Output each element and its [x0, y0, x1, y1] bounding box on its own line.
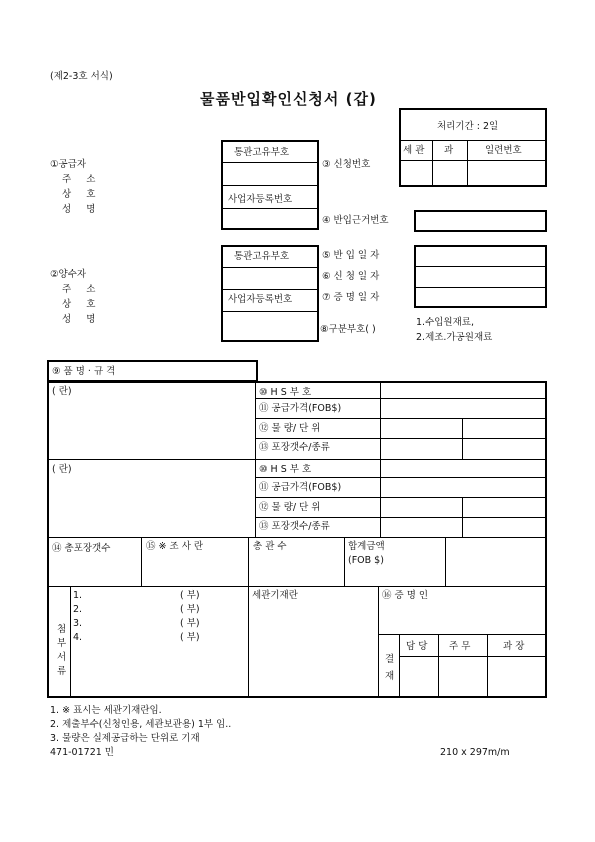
section-chief-label: 과 장 — [503, 641, 525, 652]
note-1: 1. ※ 표시는 세관기재란임. — [50, 705, 162, 716]
date-in-label: ⑤ 반 입 일 자 — [322, 250, 380, 261]
receiver-customs-code-label: 통관고유부호 — [234, 251, 290, 262]
supplier-biz-reg-label: 사업자등록번호 — [228, 194, 293, 205]
supply-price-label-1: ⑪ 공급가격(FOB$) — [259, 403, 342, 414]
form-title: 물품반입확인신청서 (갑) — [200, 90, 377, 108]
form-number: (제2-3호 서식) — [50, 71, 113, 82]
note-2: 2. 제출부수(신청인용, 세관보관용) 1부 임.. — [50, 719, 232, 730]
note-3: 3. 물량은 실제공급하는 단위로 기재 — [50, 733, 200, 744]
class-option-1: 1.수입원재료, — [416, 317, 474, 328]
column-label-2: ( 란) — [52, 464, 72, 475]
processing-period: 처리기간 : 2일 — [437, 121, 499, 132]
receiver-biz-reg-label: 사업자등록번호 — [228, 294, 293, 305]
approval-v-1: 결 — [385, 654, 395, 665]
date-cert-label: ⑦ 증 명 일 자 — [322, 292, 380, 303]
receiver-name-label: 성 명 — [62, 314, 102, 325]
attach-v-4: 류 — [57, 666, 67, 677]
column-label-1: ( 란) — [52, 386, 72, 397]
total-weight-label: 총 관 수 — [253, 541, 287, 552]
total-amount-label: 합계금액 — [348, 541, 385, 552]
hs-code-label-2: ⑩ H S 부 호 — [259, 464, 312, 475]
attach-copies-2: ( 부) — [180, 604, 200, 615]
supplier-label: ①공급자 — [50, 159, 87, 170]
attach-copies-4: ( 부) — [180, 632, 200, 643]
dates-box[interactable] — [414, 245, 547, 308]
total-pack-label: ⑭ 총포장갯수 — [52, 543, 111, 554]
qty-unit-label-1: ⑫ 물 량/ 단 위 — [259, 423, 321, 434]
attach-v-3: 서 — [57, 652, 67, 663]
section-column: 과 — [444, 145, 454, 156]
date-apply-label: ⑥ 신 청 일 자 — [322, 271, 380, 282]
total-amount-unit: (FOB $) — [348, 555, 384, 566]
qty-unit-label-2: ⑫ 물 량/ 단 위 — [259, 502, 321, 513]
pack-count-label-1: ⑬ 포장갯수/종류 — [259, 442, 330, 453]
chief-officer-label: 주 무 — [449, 641, 471, 652]
supplier-address-label: 주 소 — [62, 174, 102, 185]
attach-copies-3: ( 부) — [180, 618, 200, 629]
supplier-company-label: 상 호 — [62, 189, 102, 200]
hs-code-label-1: ⑩ H S 부 호 — [259, 387, 312, 398]
class-option-2: 2.제조.가공원재료 — [416, 332, 493, 343]
supplier-name-label: 성 명 — [62, 204, 102, 215]
supply-price-label-2: ⑪ 공급가격(FOB$) — [259, 482, 342, 493]
attach-item-2: 2. — [73, 604, 83, 615]
class-code-label: ⑧구분부호( ) — [320, 324, 376, 335]
attach-copies-1: ( 부) — [180, 590, 200, 601]
customs-note-label: 세관기재란 — [252, 590, 298, 601]
pack-count-label-2: ⑬ 포장갯수/종류 — [259, 521, 330, 532]
attach-item-3: 3. — [73, 618, 83, 629]
supplier-customs-code-label: 통관고유부호 — [234, 147, 290, 158]
attach-item-1: 1. — [73, 590, 83, 601]
attach-item-4: 4. — [73, 632, 83, 643]
approval-v-2: 재 — [385, 671, 395, 682]
attach-v-2: 부 — [57, 638, 67, 649]
item-header: ⑨ 품 명 · 규 격 — [52, 366, 116, 377]
basis-number-label: ④ 반입근거번호 — [322, 215, 389, 226]
attach-v-1: 첨 — [57, 624, 67, 635]
apply-number-label: ③ 신청번호 — [322, 159, 371, 170]
form-code: 471-01721 민 — [50, 747, 114, 758]
receiver-address-label: 주 소 — [62, 284, 102, 295]
inspector-label: ⑮ ※ 조 사 란 — [146, 541, 204, 552]
charge-label: 담 당 — [406, 641, 428, 652]
receiver-company-label: 상 호 — [62, 299, 102, 310]
certifier-label: ⑯ 증 명 인 — [382, 590, 429, 601]
customs-column: 세 관 — [403, 145, 425, 156]
basis-number-field[interactable] — [414, 210, 547, 232]
receiver-label: ②양수자 — [50, 269, 87, 280]
paper-size: 210 x 297m/m — [440, 747, 510, 758]
serial-column: 일련번호 — [485, 145, 522, 156]
